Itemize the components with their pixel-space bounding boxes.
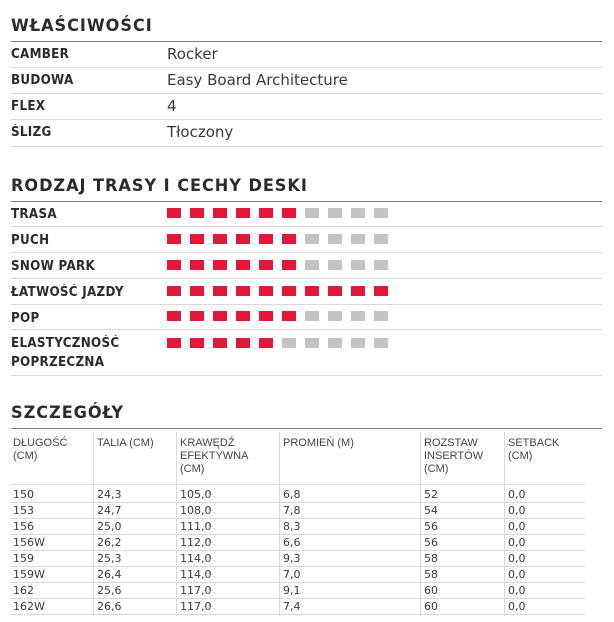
rating-square-empty: [328, 208, 342, 218]
table-cell: 117,0: [180, 600, 212, 613]
table-cell: 0,0: [508, 488, 526, 501]
rating-square-filled: [167, 208, 181, 218]
rating-square-filled: [282, 311, 296, 321]
rating-label: POP: [11, 311, 40, 326]
table-cell: 24,3: [97, 488, 122, 501]
rating-bar: [167, 311, 397, 321]
rating-square-empty: [351, 311, 365, 321]
table-header: TALIA (CM): [97, 437, 154, 449]
rating-square-filled: [328, 286, 342, 296]
rating-square-filled: [351, 286, 365, 296]
rating-square-filled: [282, 260, 296, 270]
rating-square-filled: [259, 311, 273, 321]
rating-bar: [167, 286, 397, 296]
rating-square-empty: [305, 311, 319, 321]
table-cell: 6,8: [283, 488, 301, 501]
table-cell: 162: [13, 584, 34, 597]
table-column-divider: [420, 432, 421, 616]
details-title: SZCZEGÓŁY: [11, 403, 125, 423]
table-cell: 26,2: [97, 536, 122, 549]
rating-row-divider: [11, 226, 602, 227]
table-row-divider: [11, 566, 585, 567]
table-cell: 60: [424, 584, 438, 597]
rating-bar: [167, 208, 397, 218]
rating-square-filled: [282, 234, 296, 244]
rating-square-filled: [213, 338, 227, 348]
rating-row-divider: [11, 278, 602, 279]
rating-square-empty: [328, 311, 342, 321]
table-cell: 7,8: [283, 504, 301, 517]
rating-row-divider: [11, 375, 602, 376]
property-row-divider: [11, 67, 602, 68]
table-cell: 159: [13, 552, 34, 565]
table-cell: 117,0: [180, 584, 212, 597]
rating-square-filled: [259, 338, 273, 348]
table-cell: 6,6: [283, 536, 301, 549]
table-cell: 114,0: [180, 568, 212, 581]
rating-square-empty: [351, 260, 365, 270]
rating-square-empty: [305, 260, 319, 270]
table-cell: 52: [424, 488, 438, 501]
table-cell: 0,0: [508, 584, 526, 597]
table-cell: 105,0: [180, 488, 212, 501]
rating-square-empty: [374, 311, 388, 321]
table-cell: 9,3: [283, 552, 301, 565]
property-value: 4: [167, 97, 177, 115]
rating-square-filled: [236, 260, 250, 270]
rating-square-filled: [167, 311, 181, 321]
rating-row-divider: [11, 252, 602, 253]
table-cell: 58: [424, 552, 438, 565]
table-cell: 56: [424, 536, 438, 549]
rating-square-empty: [351, 338, 365, 348]
rating-square-filled: [167, 260, 181, 270]
rating-square-filled: [213, 286, 227, 296]
rating-square-empty: [305, 338, 319, 348]
rating-square-empty: [374, 260, 388, 270]
rating-square-filled: [236, 311, 250, 321]
rating-square-filled: [167, 286, 181, 296]
table-cell: 7,0: [283, 568, 301, 581]
table-cell: 7,4: [283, 600, 301, 613]
table-cell: 26,4: [97, 568, 122, 581]
table-cell: 150: [13, 488, 34, 501]
property-label: FLEX: [11, 99, 46, 114]
property-row-divider: [11, 93, 602, 94]
table-row-divider: [11, 502, 585, 503]
table-cell: 162W: [13, 600, 45, 613]
rating-square-filled: [259, 234, 273, 244]
rating-square-empty: [351, 208, 365, 218]
rating-row-divider: [11, 329, 602, 330]
table-row-divider: [11, 598, 585, 599]
table-header: ROZSTAW INSERTÓW (CM): [424, 437, 484, 475]
property-row-divider: [11, 119, 602, 120]
property-label: CAMBER: [11, 47, 70, 62]
table-cell: 8,3: [283, 520, 301, 533]
table-cell: 0,0: [508, 600, 526, 613]
table-cell: 9,1: [283, 584, 301, 597]
rating-square-filled: [259, 208, 273, 218]
table-cell: 156W: [13, 536, 45, 549]
rating-square-filled: [190, 260, 204, 270]
rating-square-empty: [328, 338, 342, 348]
rating-square-filled: [374, 286, 388, 296]
rating-square-filled: [213, 234, 227, 244]
rating-square-filled: [236, 338, 250, 348]
table-header: SETBACK (CM): [508, 437, 560, 462]
table-cell: 0,0: [508, 504, 526, 517]
table-column-divider: [93, 432, 94, 616]
table-row-divider: [11, 614, 585, 615]
table-cell: 0,0: [508, 520, 526, 533]
table-header: DŁUGOŚĆ (CM): [13, 437, 68, 462]
property-value: Easy Board Architecture: [167, 71, 348, 89]
table-header-rule: [11, 484, 585, 485]
rating-bar: [167, 234, 397, 244]
properties-title: WŁAŚCIWOŚCI: [11, 16, 153, 36]
rating-square-empty: [282, 338, 296, 348]
terrain-title-rule: [11, 201, 602, 202]
rating-square-filled: [236, 234, 250, 244]
rating-square-filled: [190, 311, 204, 321]
table-cell: 56: [424, 520, 438, 533]
table-row-divider: [11, 550, 585, 551]
rating-square-filled: [213, 260, 227, 270]
table-cell: 0,0: [508, 536, 526, 549]
rating-square-filled: [213, 208, 227, 218]
table-cell: 54: [424, 504, 438, 517]
table-cell: 25,6: [97, 584, 122, 597]
rating-square-filled: [190, 234, 204, 244]
table-column-divider: [504, 432, 505, 616]
rating-square-empty: [351, 234, 365, 244]
rating-bar: [167, 260, 397, 270]
rating-square-filled: [190, 208, 204, 218]
rating-label: TRASA: [11, 207, 57, 222]
rating-square-empty: [374, 208, 388, 218]
rating-square-filled: [282, 208, 296, 218]
table-cell: 159W: [13, 568, 45, 581]
rating-square-empty: [328, 260, 342, 270]
property-row-divider: [11, 146, 602, 147]
rating-square-empty: [305, 234, 319, 244]
rating-bar: [167, 338, 397, 348]
table-cell: 24,7: [97, 504, 122, 517]
rating-square-filled: [213, 311, 227, 321]
rating-label: PUCH: [11, 233, 50, 248]
table-cell: 0,0: [508, 568, 526, 581]
property-label: ŚLIZG: [11, 125, 52, 140]
rating-square-filled: [236, 286, 250, 296]
property-label: BUDOWA: [11, 73, 74, 88]
table-cell: 156: [13, 520, 34, 533]
table-cell: 111,0: [180, 520, 212, 533]
rating-square-empty: [305, 208, 319, 218]
table-cell: 0,0: [508, 552, 526, 565]
rating-square-empty: [374, 234, 388, 244]
rating-square-filled: [259, 260, 273, 270]
table-cell: 25,3: [97, 552, 122, 565]
rating-square-filled: [236, 208, 250, 218]
terrain-title: RODZAJ TRASY I CECHY DESKI: [11, 176, 308, 196]
rating-label: SNOW PARK: [11, 259, 96, 274]
table-cell: 112,0: [180, 536, 212, 549]
table-cell: 60: [424, 600, 438, 613]
table-header: PROMIEŃ (M): [283, 437, 354, 449]
properties-title-rule: [11, 41, 602, 42]
details-title-rule: [11, 428, 602, 429]
rating-row-divider: [11, 304, 602, 305]
table-cell: 153: [13, 504, 34, 517]
rating-square-empty: [328, 234, 342, 244]
table-cell: 25,0: [97, 520, 122, 533]
rating-square-filled: [190, 286, 204, 296]
table-cell: 108,0: [180, 504, 212, 517]
property-value: Tłoczony: [167, 123, 234, 141]
rating-square-filled: [167, 234, 181, 244]
table-column-divider: [176, 432, 177, 616]
rating-square-filled: [282, 286, 296, 296]
rating-square-filled: [305, 286, 319, 296]
rating-square-filled: [167, 338, 181, 348]
property-value: Rocker: [167, 45, 218, 63]
rating-square-empty: [374, 338, 388, 348]
table-cell: 114,0: [180, 552, 212, 565]
rating-square-filled: [190, 338, 204, 348]
table-column-divider: [279, 432, 280, 616]
table-cell: 26,6: [97, 600, 122, 613]
rating-label: ELASTYCZNOŚĆ POPRZECZNA: [11, 336, 120, 370]
table-row-divider: [11, 582, 585, 583]
rating-square-filled: [259, 286, 273, 296]
table-header: KRAWĘDŹ EFEKTYWNA (CM): [180, 437, 249, 475]
table-row-divider: [11, 534, 585, 535]
table-row-divider: [11, 518, 585, 519]
table-cell: 58: [424, 568, 438, 581]
rating-label: ŁATWOŚĆ JAZDY: [11, 285, 124, 300]
